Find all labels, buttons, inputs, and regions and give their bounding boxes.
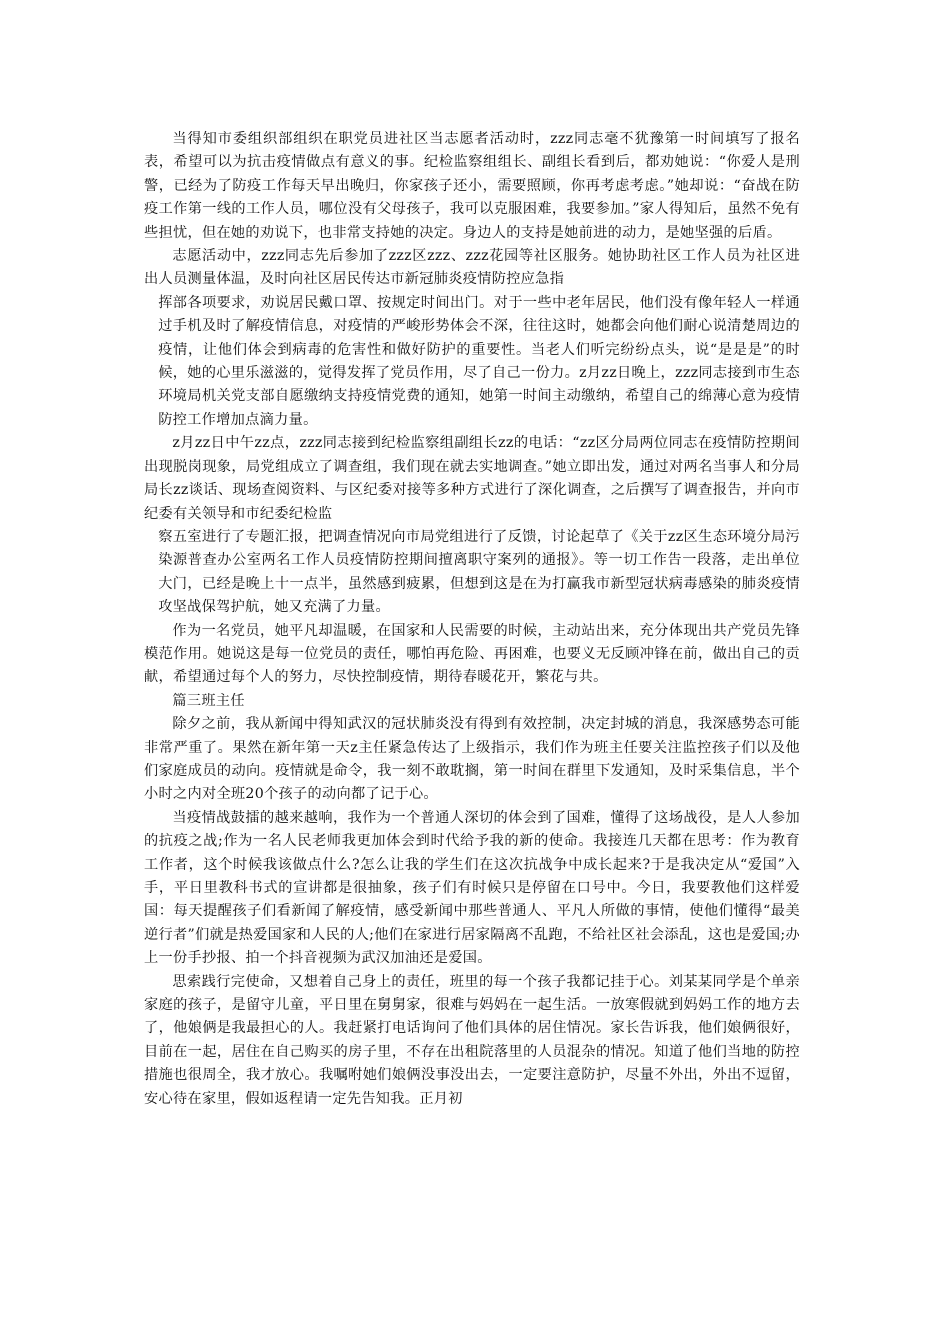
paragraph-student-care: 思索践行完使命，又想着自己身上的责任，班里的每一个孩子我都记挂于心。刘某某同学是个单亲家庭的孩子，是留守儿童，平日里在舅舅家，很难与妈妈在一起生活。一放寒假就到妈妈工作的地方去了，他娘俩是我最担心的人。我赶紧打电话询问了他们具体的居住情况。家长告诉我，他们娘俩很好，目前在一起，居住在自己购买的房子里，不存在出租院落里的人员混杂的情况。知道了他们当地的防控措施也很周全，我才放心。我嘱咐她们娘俩没事没出去，一定要注意防护，尽量不外出，外出不逗留，安心待在家里，假如返程请一定先告知我。正月初: [144, 973, 800, 1107]
paragraph-patriotism: 当疫情战鼓擂的越来越响，我作为一个普通人深切的体会到了国难，懂得了这场战役，是人人参加的抗疫之战;作为一名人民老师我更加体会到时代给予我的新的使命。我接连几天都在思考：作为教育工作者，这个时候我该做点什么?怎么让我的学生们在这次抗战争中成长起来?于是我决定从“爱国”入手，平日里教科书式的宣讲都是很抽象，孩子们有时候只是停留在口号中。今日，我要教他们这样爱国：每天提醒孩子们看新闻了解疫情，感受新闻中那些普通人、平凡人所做的事情，使他们懂得“最美逆行者”们就是热爱国家和人民的人;他们在家进行居家隔离不乱跑，不给社区社会添乱，这也是爱国;办上一份手抄报、拍一个抖音视频为武汉加油还是爱国。: [144, 809, 800, 967]
paragraph-report: 察五室进行了专题汇报，把调查情况向市局党组进行了反馈，讨论起草了《关于zz区生态环境分局污染源普查办公室两名工作人员疫情防控期间擅离职守案列的通报》。等一切工作告一段落，走出单位大门，已经是晚上十一点半，虽然感到疲累，但想到这是在为打赢我市新型冠状病毒感染的肺炎疫情攻坚战保驾护航，她又充满了力量。: [158, 528, 800, 616]
paragraph-volunteer-activity: 志愿活动中，zzz同志先后参加了zzz区zzz、zzz花园等社区服务。她协助社区工作人员为社区进出人员测量体温，及时向社区居民传达市新冠肺炎疫情防控应急指: [144, 248, 800, 288]
section-heading: 篇三班主任: [172, 692, 245, 709]
paragraph-party-member: 作为一名党员，她平凡却温暖，在国家和人民需要的时候，主动站出来，充分体现出共产党员先锋模范作用。她说这是每一位党员的责任，哪怕再危险、再困难，也要义无反顾冲锋在前，做出自己的贡献，希望通过每个人的努力，尽快控制疫情，期待春暖花开，繁花与共。: [144, 622, 800, 686]
paragraph-elderly-residents: 挥部各项要求，劝说居民戴口罩、按规定时间出门。对于一些中老年居民，他们没有像年轻人一样通过手机及时了解疫情信息，对疫情的严峻形势体会不深，往往这时，她都会向他们耐心说清楚周边的疫情，让他们体会到病毒的危害性和做好防护的重要性。当老人们听完纷纷点头，说“是是是”的时候，她的心里乐滋滋的，觉得发挥了党员作用，尽了自己一份力。z月zz日晚上，zzz同志接到市生态环境局机关党支部自愿缴纳支持疫情党费的通知，她第一时间主动缴纳，希望自己的绵薄心意为疫情防控工作增加点滴力量。: [158, 294, 800, 428]
paragraph-volunteer-signup: 当得知市委组织部组织在职党员进社区当志愿者活动时，zzz同志毫不犹豫第一时间填写了报名表，希望可以为抗击疫情做点有意义的事。纪检监察组组长、副组长看到后，都劝她说：“你爱人是刑警，已经为了防疫工作每天早出晚归，你家孩子还小，需要照顾，你再考虑考虑。”她却说：“奋战在防疫工作第一线的工作人员，哪位没有父母孩子，我可以克服困难，我要参加。”家人得知后，虽然不免有些担忧，但在她的劝说下，也非常支持她的决定。身边人的支持是她前进的动力，是她坚强的后盾。: [144, 131, 800, 241]
paragraph-investigation: z月zz日中午zz点，zzz同志接到纪检监察组副组长zz的电话：“zz区分局两位同志在疫情防控期间出现脱岗现象，局党组成立了调查组，我们现在就去实地调查。”她立即出发，通过对两名当事人和分局局长zz谈话、现场查阅资料、与区纪委对接等多种方式进行了深化调查，之后撰写了调查报告，并向市纪委有关领导和市纪委纪检监: [144, 435, 800, 522]
paragraph-new-year-eve: 除夕之前，我从新闻中得知武汉的冠状肺炎没有得到有效控制，决定封城的消息，我深感势态可能非常严重了。果然在新年第一天z主任紧急传达了上级指示，我们作为班主任要关注监控孩子们以及他们家庭成员的动向。疫情就是命令，我一刻不敢耽搁，第一时间在群里下发通知，及时采集信息，半个小时之内对全班20个孩子的动向都了记于心。: [144, 716, 800, 803]
